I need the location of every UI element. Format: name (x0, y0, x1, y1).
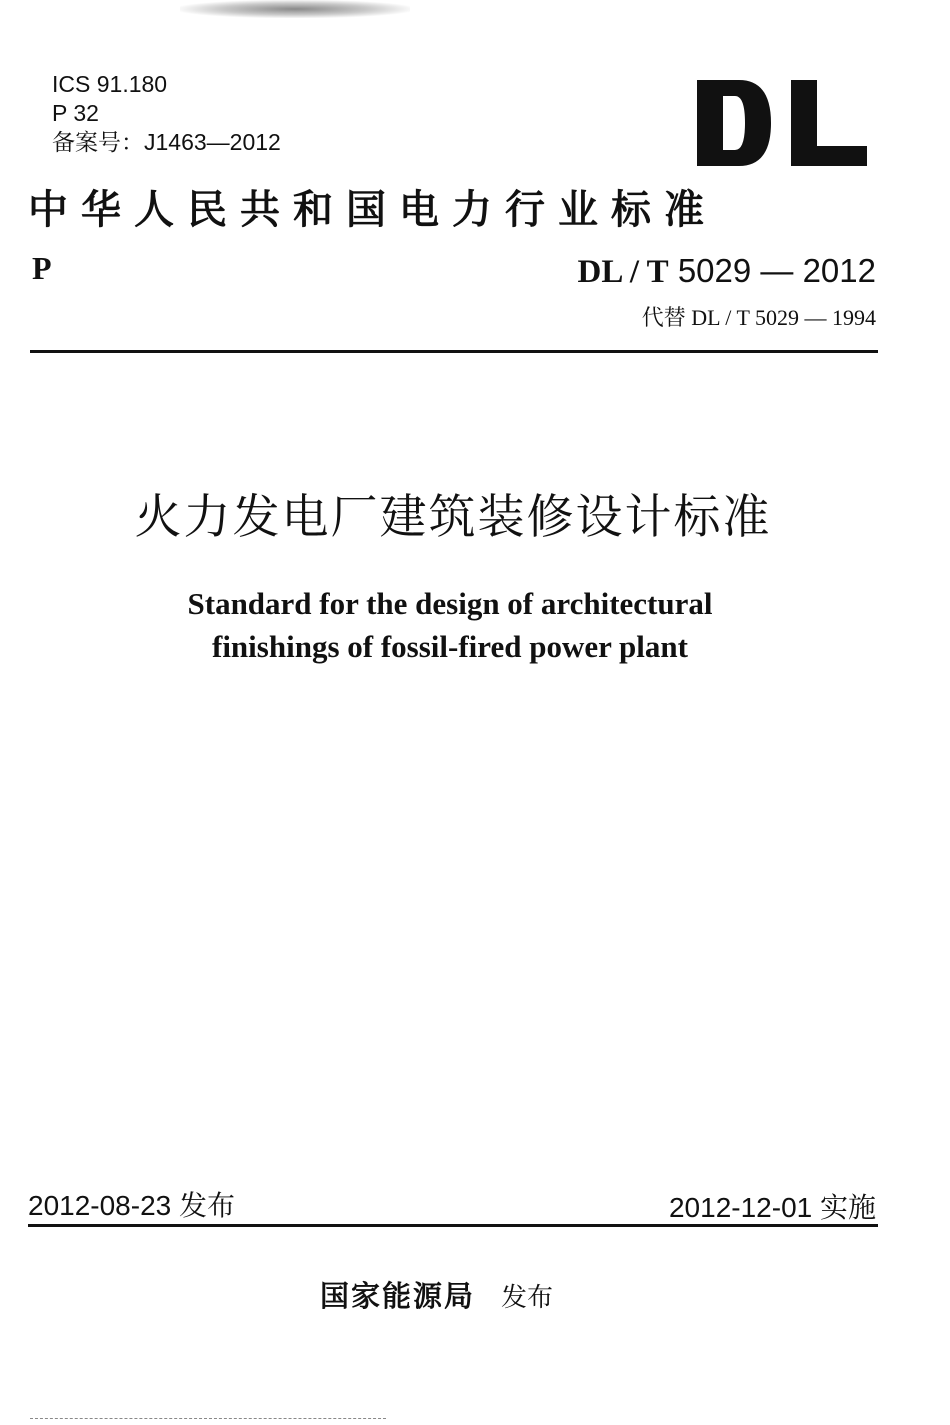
scan-edge-line (30, 1418, 386, 1420)
publisher (320, 1274, 553, 1315)
top-divider (30, 350, 878, 353)
title-english (0, 582, 900, 668)
effective-date: 2012-12-01 实施 (668, 1192, 876, 1223)
bottom-divider (28, 1224, 878, 1227)
replaces-standard: 代替 DL / T 5029 — 1994 (641, 305, 876, 330)
category-code: P 32 (52, 100, 99, 126)
issue-date: 2012-08-23 发布 (28, 1190, 236, 1221)
category-letter: P (32, 250, 52, 286)
title-chinese: 火力发电厂建筑装修设计标准 (134, 490, 772, 545)
standard-prefix: DL / T (577, 254, 669, 290)
title-english-line-2: finishings of fossil-fired power plant (212, 629, 688, 664)
scan-smudge (180, 0, 410, 18)
publisher-name: 国家能源局 (320, 1279, 476, 1313)
standard-number (578, 252, 876, 291)
ics-code: ICS 91.180 (52, 71, 168, 97)
title-english-line-1: Standard for the design of architectural (187, 586, 713, 621)
dl-logo (697, 80, 867, 166)
publisher-action: 发布 (501, 1282, 554, 1312)
standard-code: 5029 — 2012 (668, 252, 876, 289)
org-title: 中华人民共和国电力行业标准 (28, 186, 717, 233)
record-number: 备案号：J1463—2012 (52, 129, 281, 155)
